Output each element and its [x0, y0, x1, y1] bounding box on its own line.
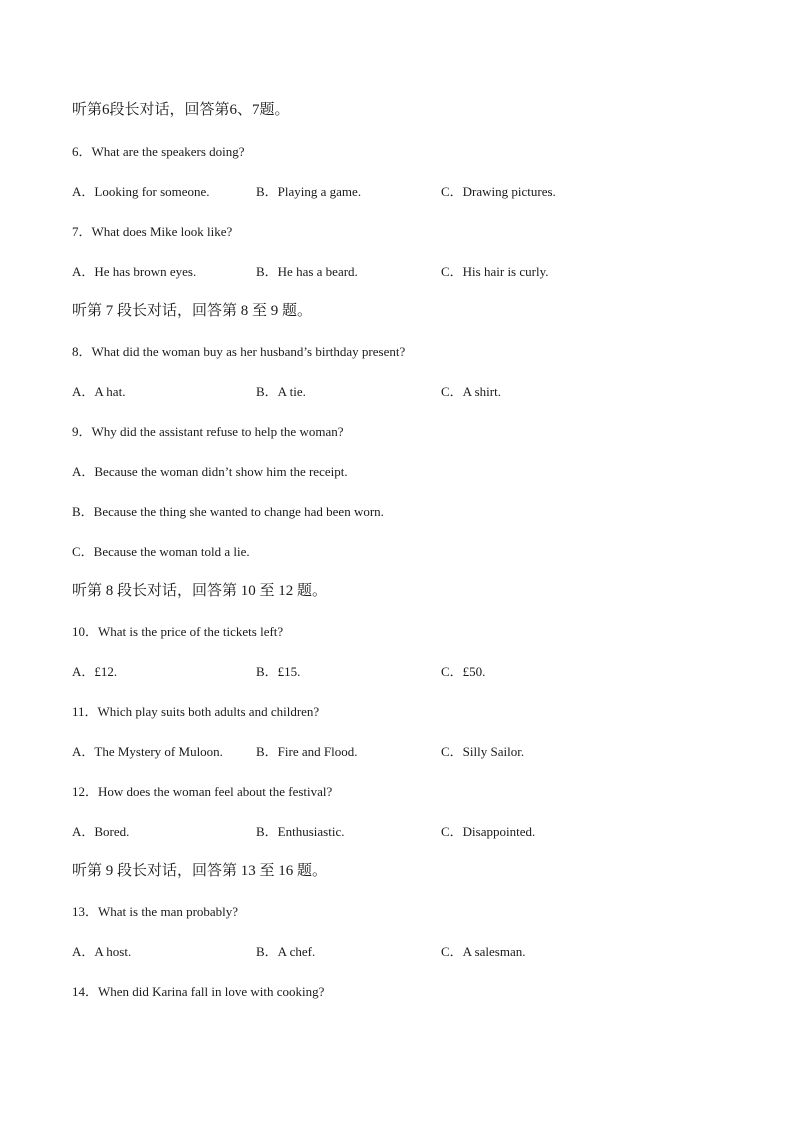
option-b: B．A chef.	[256, 944, 316, 959]
question-stem: 7．What does Mike look like?	[72, 224, 233, 239]
section-heading: 听第6段长对话，回答第6、7题。	[72, 102, 290, 118]
option-c: C．His hair is curly.	[441, 264, 549, 279]
option-c: C．Drawing pictures.	[441, 184, 556, 199]
option-a: A．£12.	[72, 664, 118, 679]
question-stem: 14．When did Karina fall in love with cooking?	[72, 984, 325, 999]
question-stem: 6．What are the speakers doing?	[72, 144, 245, 159]
section-heading: 听第 7 段长对话，回答第 8 至 9 题。	[72, 303, 313, 319]
option-b: B．He has a beard.	[256, 264, 358, 279]
option-a: A．The Mystery of Muloon.	[72, 744, 223, 759]
section-heading: 听第 8 段长对话，回答第 10 至 12 题。	[72, 583, 328, 599]
question-stem: 9．Why did the assistant refuse to help the woman?	[72, 424, 344, 439]
option-b: B．A tie.	[256, 384, 306, 399]
question-stem: 11．Which play suits both adults and children?	[72, 704, 320, 719]
option-c: C．A salesman.	[441, 944, 526, 959]
option-a: A．He has brown eyes.	[72, 264, 197, 279]
option-a: A．Because the woman didn’t show him the receipt.	[72, 464, 348, 479]
option-b: B．Playing a game.	[256, 184, 362, 199]
option-c: C．£50.	[441, 664, 486, 679]
question-stem: 8．What did the woman buy as her husband’s birthday present?	[72, 344, 406, 359]
section-heading: 听第 9 段长对话，回答第 13 至 16 题。	[72, 863, 328, 879]
question-stem: 12．How does the woman feel about the festival?	[72, 784, 333, 799]
option-c: C．Because the woman told a lie.	[72, 544, 250, 559]
option-b: B．Enthusiastic.	[256, 824, 345, 839]
option-c: C．Silly Sailor.	[441, 744, 525, 759]
option-a: A．Bored.	[72, 824, 130, 839]
option-a: A．A host.	[72, 944, 132, 959]
option-b: B．Because the thing she wanted to change had been worn.	[72, 504, 384, 519]
question-stem: 10．What is the price of the tickets left?	[72, 624, 284, 639]
option-b: B．£15.	[256, 664, 301, 679]
option-b: B．Fire and Flood.	[256, 744, 358, 759]
option-a: A．A hat.	[72, 384, 126, 399]
question-stem: 13．What is the man probably?	[72, 904, 239, 919]
option-c: C．A shirt.	[441, 384, 501, 399]
option-c: C．Disappointed.	[441, 824, 536, 839]
option-a: A．Looking for someone.	[72, 184, 210, 199]
